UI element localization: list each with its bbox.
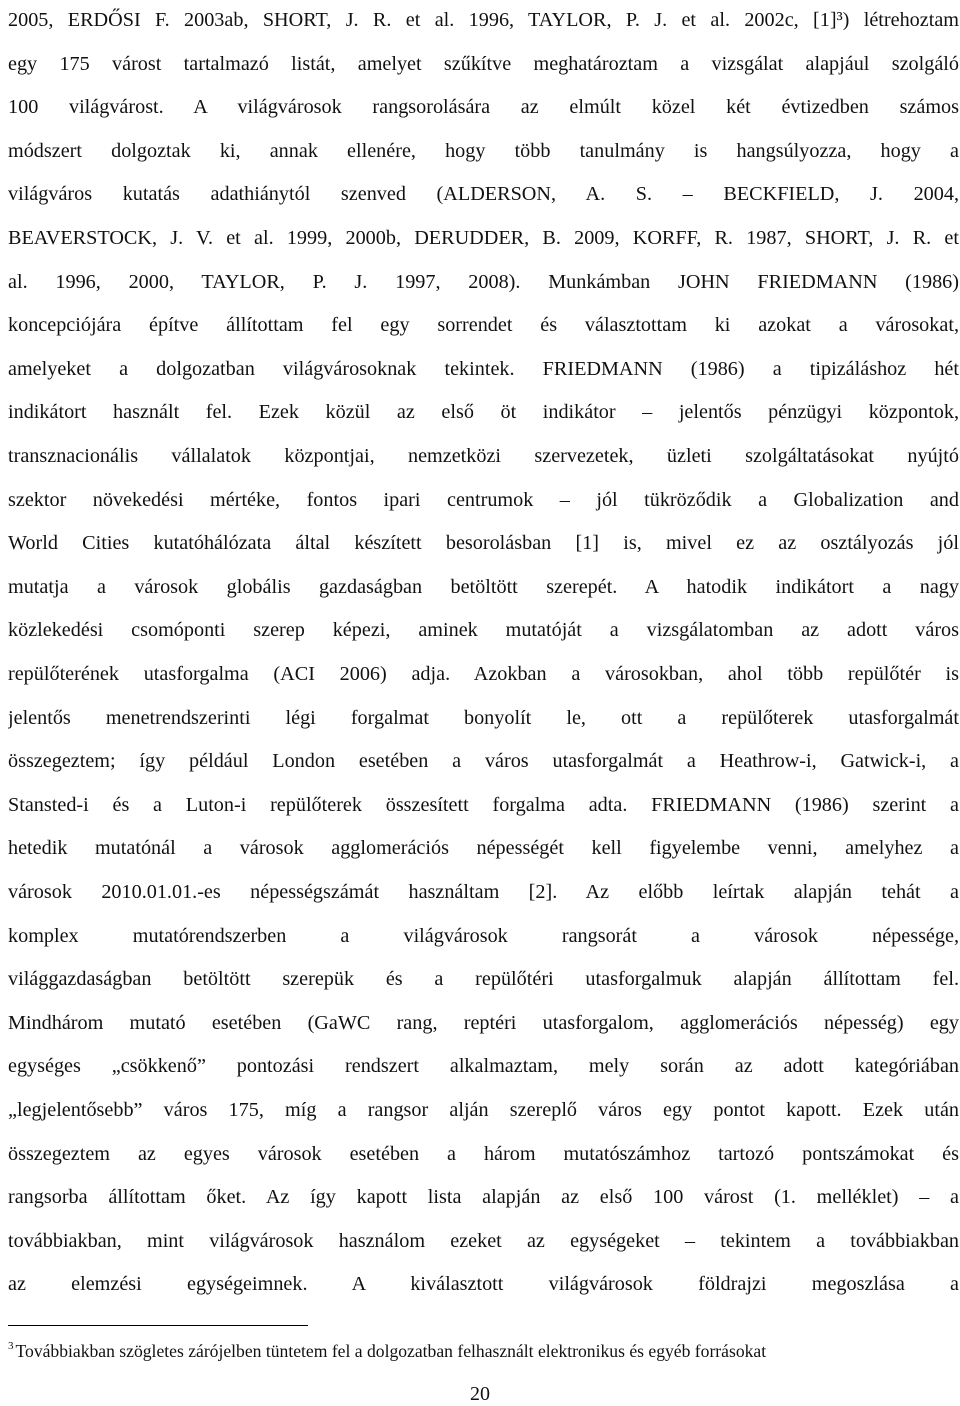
text-line: Mindhárom mutató esetében (GaWC rang, reptéri utasforgalom, agglomerációs népesség) egy [8,1011,959,1034]
text-line: rangsorba állítottam őket. Az így kapott lista alapján az első 100 várost (1. melléklet) – a [8,1186,959,1209]
text-line: módszert dolgoztak ki, annak ellenére, hogy több tanulmány is hangsúlyozza, hogy a [8,139,959,162]
footnote [8,1340,959,1362]
text-line: koncepciójára építve állítottam fel egy sorrendet és választottam ki azokat a városokat, [8,314,959,337]
text-line: hetedik mutatónál a városok agglomerációs népességét kell figyelembe venni, amelyhez a [8,837,959,860]
footnote-separator [8,1325,308,1326]
text-line: 2005, ERDŐSI F. 2003ab, SHORT, J. R. et al. 1996, TAYLOR, P. J. et al. 2002c, [1]³) létrehoztam [8,9,959,31]
text-line: komplex mutatórendszerben a világvárosok rangsorát a városok népessége, [8,924,959,947]
text-line: egységes „csökkenő” pontozási rendszert alkalmaztam, mely során az adott kategóriában [8,1055,959,1078]
footnote-marker: 3 [8,1340,14,1352]
text-line: BEAVERSTOCK, J. V. et al. 1999, 2000b, DERUDDER, B. 2009, KORFF, R. 1987, SHORT, J. R. et [8,227,959,249]
text-line: közlekedési csomóponti szerep képezi, aminek mutatóját a vizsgálatomban az adott város [8,619,959,642]
text-line: amelyeket a dolgozatban világvárosoknak tekintek. FRIEDMANN (1986) a tipizáláshoz hét [8,357,959,380]
text-line: városok 2010.01.01.-es népességszámát használtam [2]. Az előbb leírtak alapján tehát a [8,881,959,903]
text-line: 100 világvárost. A világvárosok rangsorolására az elmúlt közel két évtizedben számos [8,96,959,119]
text-line: az elemzési egységeimnek. A kiválasztott világvárosok földrajzi megoszlása a [8,1273,959,1296]
text-line: világgazdaságban betöltött szerepük és a repülőtéri utasforgalmuk alapján állítottam fel. [8,968,959,991]
text-line: összegeztem; így például London esetében a város utasforgalmát a Heathrow-i, Gatwick-i, a [8,750,959,773]
text-line: World Cities kutatóhálózata által készített besorolásban [1] is, mivel ez az osztályozás jól [8,532,959,555]
text-line: szektor növekedési mértéke, fontos ipari centrumok – jól tükröződik a Globalization and [8,488,959,511]
text-line: továbbiakban, mint világvárosok használom ezeket az egységeket – tekintem a továbbiakban [8,1229,959,1252]
text-line: egy 175 várost tartalmazó listát, amelyet szűkítve meghatároztam a vizsgálat alapjául szolgáló [8,52,959,75]
text-line: repülőterének utasforgalma (ACI 2006) adja. Azokban a városokban, ahol több repülőtér is [8,663,959,685]
text-line: transznacionális vállalatok központjai, nemzetközi szervezetek, üzleti szolgáltatásokat nyújtó [8,445,959,467]
text-line: al. 1996, 2000, TAYLOR, P. J. 1997, 2008). Munkámban JOHN FRIEDMANN (1986) [8,270,959,293]
text-line: Stansted-i és a Luton-i repülőterek összesített forgalma adta. FRIEDMANN (1986) szerint a [8,793,959,816]
text-line: mutatja a városok globális gazdaságban betöltött szerepét. A hatodik indikátort a nagy [8,575,959,598]
text-line: indikátort használt fel. Ezek közül az első öt indikátor – jelentős pénzügyi központok, [8,401,959,424]
text-line: világváros kutatás adathiánytól szenved (ALDERSON, A. S. – BECKFIELD, J. 2004, [8,183,959,206]
text-line: jelentős menetrendszerinti légi forgalmat bonyolít le, ott a repülőterek utasforgalmát [8,706,959,729]
text-line: „legjelentősebb” város 175, míg a rangsor alján szereplő város egy pontot kapott. Ezek után [8,1099,959,1121]
footnote-text: Továbbiakban szögletes zárójelben tüntetem fel a dolgozatban felhasznált elektronikus és egyéb forrásokat [15,1341,767,1361]
page-number: 20 [470,1383,490,1405]
text-line: összegeztem az egyes városok esetében a három mutatószámhoz tartozó pontszámokat és [8,1142,959,1165]
